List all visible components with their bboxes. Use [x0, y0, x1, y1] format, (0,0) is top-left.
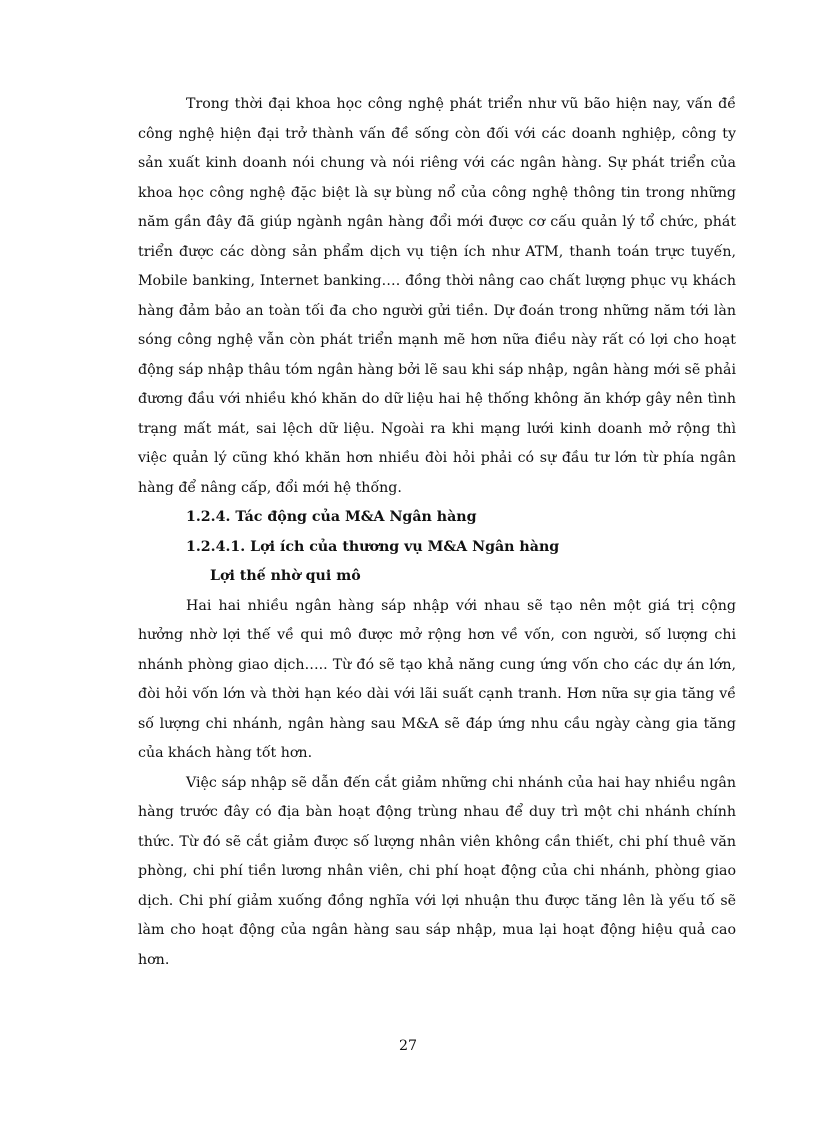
- paragraph-technology: Trong thời đại khoa học công nghệ phát triển như vũ bão hiện nay, vấn đề công nghệ hiện đại trở thành vấn đề sống còn đối với các doanh nghiệp, công ty sản xuất kinh doanh nói chung và nói riêng với các ngân hàng. Sự phát triển của khoa học công nghệ đặc biệt là sự bùng nổ của công nghệ thông tin trong những năm gần đây đã giúp ngành ngân hàng đổi mới được cơ cấu quản lý tổ chức, phát triển được các dòng sản phẩm dịch vụ tiện ích như ATM, thanh toán trực tuyến, Mobile banking, Internet banking…. đồng thời nâng cao chất lượng phục vụ khách hàng đảm bảo an toàn tối đa cho người gửi tiền. Dự đoán trong những năm tới làn sóng công nghệ vẫn còn phát triển mạnh mẽ hơn nữa điều này rất có lợi cho hoạt động sáp nhập thâu tóm ngân hàng bởi lẽ sau khi sáp nhập, ngân hàng mới sẽ phải đương đầu với nhiều khó khăn do dữ liệu hai hệ thống không ăn khớp gây nên tình trạng mất mát, sai lệch dữ liệu. Ngoài ra khi mạng lưới kinh doanh mở rộng thì việc quản lý cũng khó khăn hơn nhiều đòi hỏi phải có sự đầu tư lớn từ phía ngân hàng để nâng cấp, đổi mới hệ thống.: [138, 96, 736, 496]
- paragraph-scale-synergy: Hai hai nhiều ngân hàng sáp nhập với nhau sẽ tạo nên một giá trị cộng hưởng nhờ lợi thế về qui mô được mở rộng hơn về vốn, con người, số lượng chi nhánh phòng giao dịch….. Từ đó sẽ tạo khả năng cung ứng vốn cho các dự án lớn, đòi hỏi vốn lớn và thời hạn kéo dài với lãi suất cạnh tranh. Hơn nữa sự gia tăng về số lượng chi nhánh, ngân hàng sau M&A sẽ đáp ứng nhu cầu ngày càng gia tăng của khách hàng tốt hơn.: [138, 597, 736, 761]
- paragraph-cost-reduction: Việc sáp nhập sẽ dẫn đến cắt giảm những chi nhánh của hai hay nhiều ngân hàng trước đây có địa bàn hoạt động trùng nhau để duy trì một chi nhánh chính thức. Từ đó sẽ cắt giảm được số lượng nhân viên không cần thiết, chi phí thuê văn phòng, chi phí tiền lương nhân viên, chi phí hoạt động của chi nhánh, phòng giao dịch. Chi phí giảm xuống đồng nghĩa với lợi nhuận thu được tăng lên là yếu tố sẽ làm cho hoạt động của ngân hàng sau sáp nhập, mua lại hoạt động hiệu quả cao hơn.: [138, 774, 736, 968]
- page-number: 27: [398, 1038, 418, 1054]
- section-heading-impact: 1.2.4. Tác động của M&A Ngân hàng: [186, 509, 477, 525]
- document-page: [138, 90, 736, 975]
- minor-heading-scale-advantage: Lợi thế nhờ qui mô: [210, 568, 361, 584]
- subsection-heading-benefits: 1.2.4.1. Lợi ích của thương vụ M&A Ngân hàng: [186, 538, 560, 555]
